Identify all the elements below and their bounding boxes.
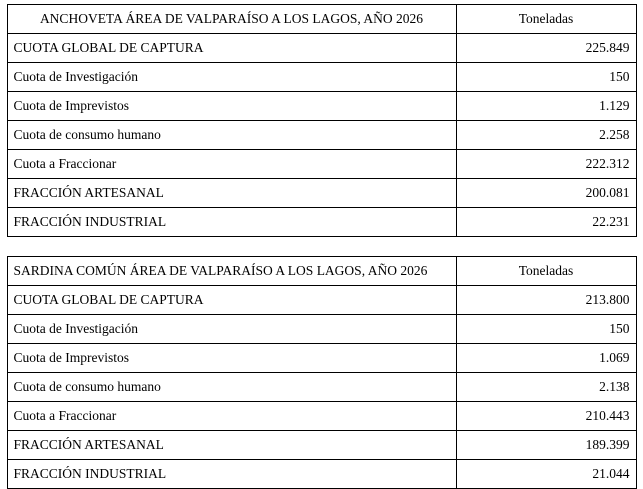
row-value: 189.399	[456, 431, 636, 460]
table-title: ANCHOVETA ÁREA DE VALPARAÍSO A LOS LAGOS, AÑO 2026	[7, 5, 456, 34]
table-row	[7, 34, 636, 63]
sardina-comun-table-block	[0, 256, 643, 489]
table-row	[7, 208, 636, 237]
row-label: Cuota de Imprevistos	[7, 344, 456, 373]
table-row	[7, 315, 636, 344]
row-label: Cuota a Fraccionar	[7, 150, 456, 179]
row-label: FRACCIÓN ARTESANAL	[7, 431, 456, 460]
row-label: Cuota de Imprevistos	[7, 92, 456, 121]
table-row	[7, 460, 636, 489]
row-value: 1.069	[456, 344, 636, 373]
row-label: Cuota de Investigación	[7, 63, 456, 92]
row-value: 22.231	[456, 208, 636, 237]
table-unit-header: Toneladas	[456, 257, 636, 286]
table-header-row	[7, 257, 636, 286]
row-value: 210.443	[456, 402, 636, 431]
table-header-row	[7, 5, 636, 34]
row-value: 2.138	[456, 373, 636, 402]
row-label: Cuota de consumo humano	[7, 373, 456, 402]
sardina-comun-quota-table	[7, 256, 637, 489]
row-label: FRACCIÓN ARTESANAL	[7, 179, 456, 208]
row-label: Cuota de Investigación	[7, 315, 456, 344]
table-row	[7, 63, 636, 92]
table-row	[7, 150, 636, 179]
row-value: 200.081	[456, 179, 636, 208]
table-row	[7, 402, 636, 431]
table-row	[7, 179, 636, 208]
row-label: CUOTA GLOBAL DE CAPTURA	[7, 34, 456, 63]
row-value: 2.258	[456, 121, 636, 150]
row-label: Cuota de consumo humano	[7, 121, 456, 150]
row-label: CUOTA GLOBAL DE CAPTURA	[7, 286, 456, 315]
row-value: 213.800	[456, 286, 636, 315]
row-value: 222.312	[456, 150, 636, 179]
row-label: FRACCIÓN INDUSTRIAL	[7, 208, 456, 237]
table-row	[7, 431, 636, 460]
anchoveta-table-block	[0, 4, 643, 237]
table-row	[7, 286, 636, 315]
table-row	[7, 121, 636, 150]
row-value: 21.044	[456, 460, 636, 489]
row-value: 150	[456, 315, 636, 344]
table-row	[7, 373, 636, 402]
row-value: 150	[456, 63, 636, 92]
table-title: SARDINA COMÚN ÁREA DE VALPARAÍSO A LOS LAGOS, AÑO 2026	[7, 257, 456, 286]
anchoveta-quota-table	[7, 4, 637, 237]
table-unit-header: Toneladas	[456, 5, 636, 34]
row-label: Cuota a Fraccionar	[7, 402, 456, 431]
row-value: 1.129	[456, 92, 636, 121]
table-row	[7, 92, 636, 121]
table-row	[7, 344, 636, 373]
row-value: 225.849	[456, 34, 636, 63]
row-label: FRACCIÓN INDUSTRIAL	[7, 460, 456, 489]
